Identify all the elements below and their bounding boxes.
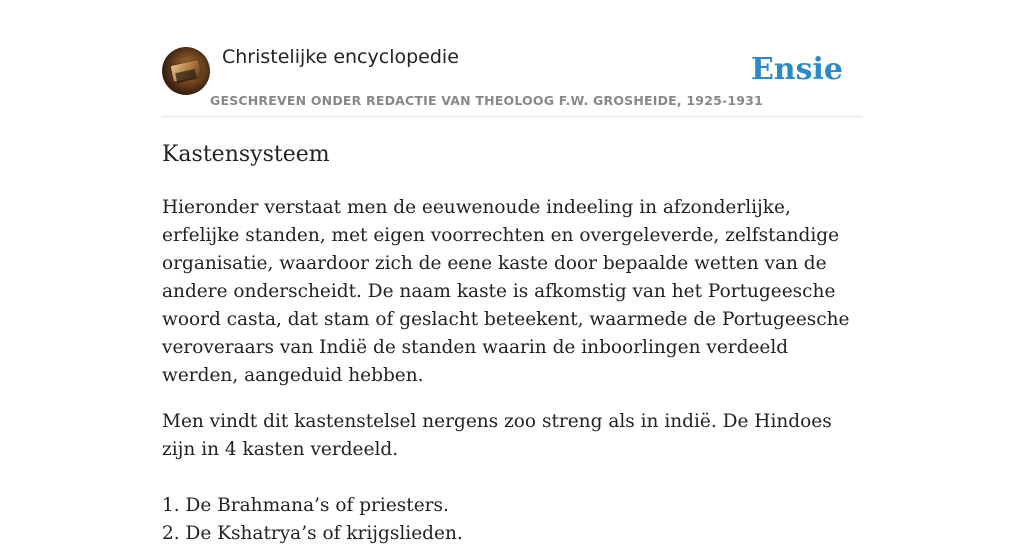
- site-header: [162, 46, 862, 117]
- site-title[interactable]: Christelijke encyclopedie: [222, 46, 459, 68]
- book-icon[interactable]: [162, 47, 210, 95]
- caste-list: [162, 492, 862, 548]
- site-subtitle: GESCHREVEN ONDER REDACTIE VAN THEOLOOG F.W. GROSHEIDE, 1925-1931: [210, 93, 763, 108]
- spacer: [162, 482, 862, 492]
- list-item: 2. De Kshatrya’s of krijgslieden.: [162, 523, 463, 544]
- brand-logo-link[interactable]: Ensie: [750, 52, 843, 87]
- article-title: Kastensysteem: [162, 142, 330, 167]
- article-paragraph: Men vindt dit kastenstelsel nergens zoo streng als in indië. De Hindoes zijn in 4 kasten verdeeld.: [162, 411, 832, 460]
- list-item: 1. De Brahmana’s of priesters.: [162, 495, 449, 516]
- article: [162, 140, 862, 548]
- article-paragraph: Hieronder verstaat men de eeuwenoude indeeling in afzonderlijke, erfelijke standen, met eigen voorrechten en overgeleverde, zelfstandige organisatie, waardoor zich de eene kaste door bepaalde wetten van de andere onderscheidt. De naam kaste is afkomstig van het Portugeesche woord casta, dat stam of geslacht beteekent, waarmede de Portugeesche veroveraars van Indië de standen waarin de inboorlingen verdeeld werden, aangeduid hebben.: [162, 197, 850, 386]
